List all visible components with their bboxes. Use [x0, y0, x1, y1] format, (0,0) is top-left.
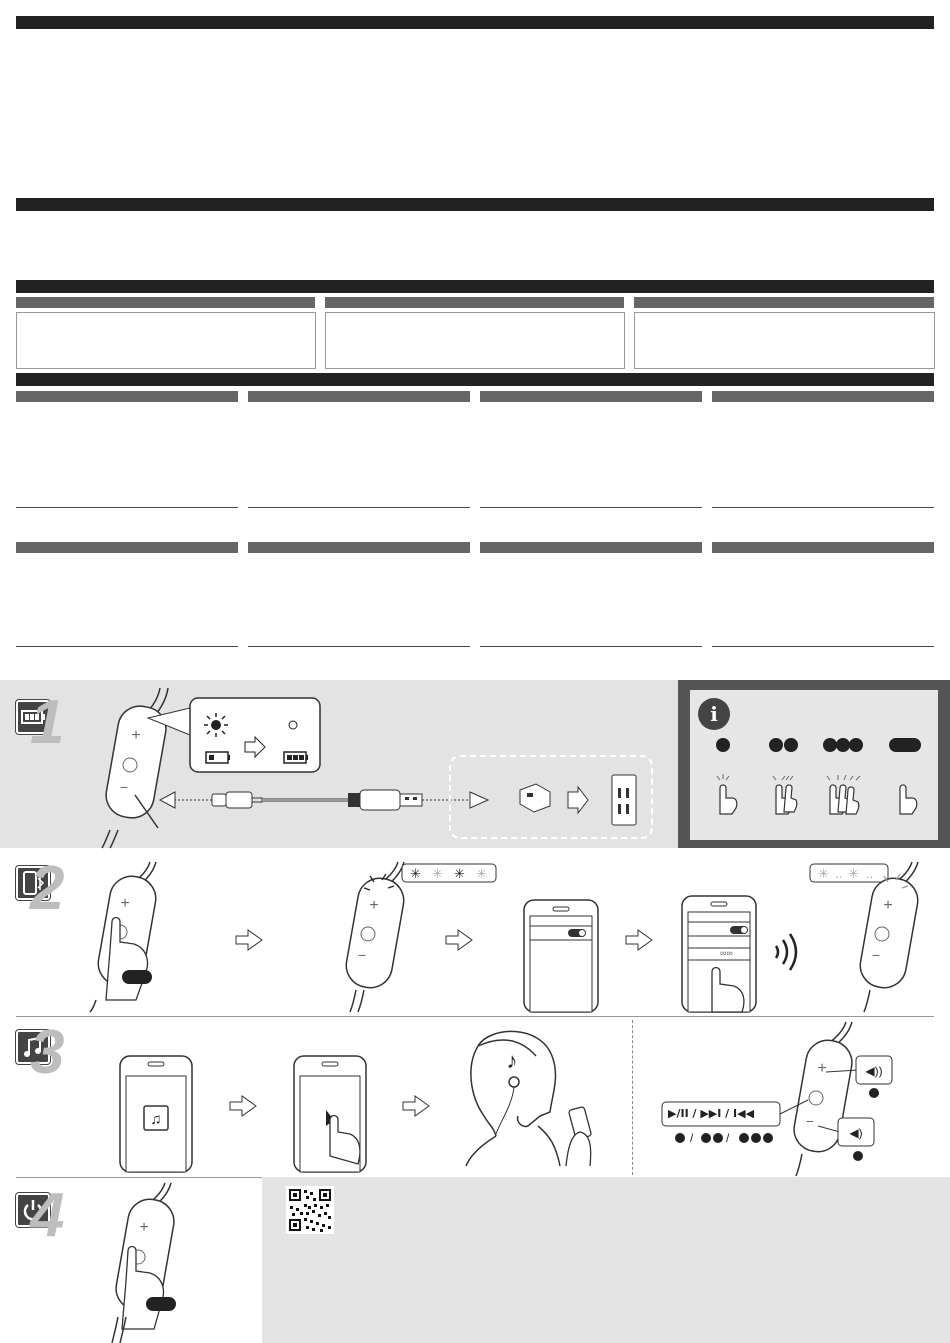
step-1-illustration: [0, 680, 678, 848]
svg-text:+: +: [120, 895, 130, 912]
svg-text:✳: ✳: [454, 866, 465, 881]
qr-code[interactable]: [286, 1186, 334, 1234]
column-box-2: [325, 312, 625, 369]
grid-rule-r1c3: [480, 507, 702, 508]
section-header-bar-3: [16, 280, 934, 293]
svg-text:♪: ♪: [506, 1048, 518, 1073]
step-3-divider: [632, 1020, 633, 1175]
svg-text:..: ..: [866, 866, 874, 881]
grid-header-r1c2: [248, 391, 470, 402]
grid-header-r2c4: [712, 542, 934, 553]
svg-text:−: −: [119, 779, 129, 795]
column-box-1: [16, 312, 316, 369]
svg-text:+: +: [131, 727, 141, 744]
svg-text:−: −: [357, 947, 367, 963]
grid-header-r1c4: [712, 391, 934, 402]
svg-text:−: −: [871, 947, 881, 963]
svg-text:+: +: [817, 1060, 827, 1077]
column-box-3: [634, 312, 935, 369]
svg-text:✳: ✳: [410, 866, 421, 881]
svg-text:+: +: [369, 897, 379, 914]
column-header-2: [325, 297, 624, 308]
svg-text:✳: ✳: [848, 866, 859, 881]
step-4-illustration: [0, 1177, 260, 1343]
grid-rule-r1c4: [712, 507, 934, 508]
grid-rule-r2c1: [16, 646, 238, 647]
step-4-info-panel: [262, 1177, 950, 1343]
step-number-1: 1: [30, 688, 65, 757]
svg-text:+: +: [883, 897, 893, 914]
grid-rule-r2c2: [248, 646, 470, 647]
section-header-bar-1: [16, 16, 934, 29]
grid-rule-r2c4: [712, 646, 934, 647]
grid-rule-r2c3: [480, 646, 702, 647]
column-header-3: [634, 297, 934, 308]
section-header-bar-2: [16, 198, 934, 211]
svg-text:✳: ✳: [818, 866, 829, 881]
svg-text:/: /: [726, 1131, 730, 1145]
svg-text:✳: ✳: [476, 866, 487, 881]
grid-header-r1c3: [480, 391, 702, 402]
press-pattern-illustration: [678, 680, 950, 848]
svg-text:−: −: [805, 1113, 815, 1129]
step-2-illustration: [0, 852, 950, 1012]
svg-text:◀)): ◀)): [865, 1064, 883, 1078]
step-number-3: 3: [30, 1018, 65, 1087]
svg-text:✳: ✳: [432, 866, 443, 881]
grid-header-r1c1: [16, 391, 238, 402]
grid-header-r2c3: [480, 542, 702, 553]
svg-text:♫: ♫: [150, 1111, 162, 1128]
svg-text:∞∞: ∞∞: [720, 948, 733, 958]
step-number-2: 2: [30, 854, 65, 923]
svg-text:..: ..: [835, 866, 843, 881]
grid-header-r2c1: [16, 542, 238, 553]
svg-text:+: +: [139, 1219, 149, 1236]
grid-rule-r1c2: [248, 507, 470, 508]
step-3-illustration: [0, 1016, 950, 1176]
step-number-4: 4: [30, 1181, 65, 1250]
grid-rule-r1c1: [16, 507, 238, 508]
info-icon: i: [698, 698, 730, 730]
grid-header-r2c2: [248, 542, 470, 553]
section-header-bar-4: [16, 373, 934, 386]
svg-text:◀): ◀): [849, 1126, 863, 1140]
column-header-1: [16, 297, 315, 308]
svg-text:/: /: [690, 1131, 694, 1145]
playback-controls-label: ▶/II / ▶▶I / I◀◀: [668, 1107, 755, 1120]
